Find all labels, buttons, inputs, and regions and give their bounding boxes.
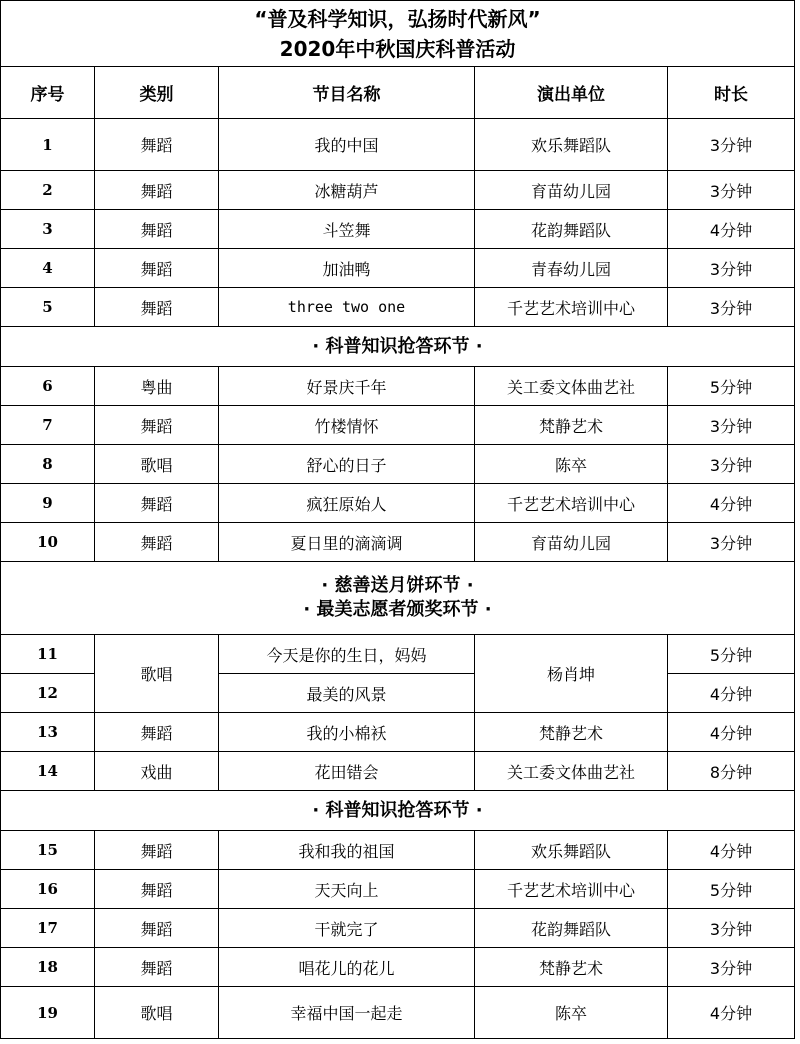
table-row: [1, 523, 795, 562]
row-name: 疯狂原始人: [219, 484, 475, 523]
row-unit: 梵静艺术: [475, 406, 668, 445]
row-duration: 4分钟: [668, 210, 795, 249]
row-name: 最美的风景: [219, 674, 475, 713]
row-type: 舞蹈: [95, 909, 219, 948]
row-duration: 3分钟: [668, 288, 795, 327]
row-unit: 杨肖坤: [475, 635, 668, 713]
row-duration: 4分钟: [668, 831, 795, 870]
row-no: 12: [1, 674, 95, 713]
row-name: 幸福中国一起走: [219, 987, 475, 1039]
row-name: 加油鸭: [219, 249, 475, 288]
row-name: 今天是你的生日，妈妈: [219, 635, 475, 674]
table-row: [1, 752, 795, 791]
row-no: 10: [1, 523, 95, 562]
section-quiz-1: · 科普知识抢答环节 ·: [1, 327, 795, 367]
section-row: [1, 327, 795, 367]
row-no: 16: [1, 870, 95, 909]
row-type: 舞蹈: [95, 484, 219, 523]
row-unit: 千艺艺术培训中心: [475, 484, 668, 523]
row-no: 1: [1, 119, 95, 171]
table-row: [1, 831, 795, 870]
row-duration: 4分钟: [668, 484, 795, 523]
title-row: [1, 1, 795, 67]
row-unit: 梵静艺术: [475, 948, 668, 987]
row-no: 13: [1, 713, 95, 752]
section-volunteer-award: · 最美志愿者颁奖环节 ·: [303, 599, 492, 620]
section-row: [1, 791, 795, 831]
row-unit: 关工委文体曲艺社: [475, 367, 668, 406]
table-row: [1, 987, 795, 1039]
row-name: 好景庆千年: [219, 367, 475, 406]
row-type: 舞蹈: [95, 249, 219, 288]
table-row: [1, 713, 795, 752]
row-no: 9: [1, 484, 95, 523]
row-name: 我的中国: [219, 119, 475, 171]
row-unit: 关工委文体曲艺社: [475, 752, 668, 791]
row-no: 4: [1, 249, 95, 288]
row-type: 舞蹈: [95, 523, 219, 562]
row-duration: 3分钟: [668, 406, 795, 445]
row-type: 舞蹈: [95, 119, 219, 171]
row-name: 花田错会: [219, 752, 475, 791]
row-no: 15: [1, 831, 95, 870]
row-duration: 5分钟: [668, 367, 795, 406]
row-unit: 陈卒: [475, 445, 668, 484]
row-type: 戏曲: [95, 752, 219, 791]
header-name: 节目名称: [219, 67, 475, 119]
row-unit: 青春幼儿园: [475, 249, 668, 288]
row-duration: 4分钟: [668, 713, 795, 752]
row-unit: 千艺艺术培训中心: [475, 870, 668, 909]
row-name: 冰糖葫芦: [219, 171, 475, 210]
table-row: [1, 948, 795, 987]
row-type: 舞蹈: [95, 948, 219, 987]
row-no: 19: [1, 987, 95, 1039]
row-no: 6: [1, 367, 95, 406]
row-unit: 梵静艺术: [475, 713, 668, 752]
row-type: 歌唱: [95, 445, 219, 484]
section-quiz-2: · 科普知识抢答环节 ·: [1, 791, 795, 831]
table-row: [1, 484, 795, 523]
row-no: 5: [1, 288, 95, 327]
row-duration: 3分钟: [668, 445, 795, 484]
row-name: 干就完了: [219, 909, 475, 948]
row-name: three two one: [219, 288, 475, 327]
page-title: [1, 1, 795, 67]
row-duration: 5分钟: [668, 635, 795, 674]
row-type: 舞蹈: [95, 870, 219, 909]
header-unit: 演出单位: [475, 67, 668, 119]
title-line-1: “普及科学知识，弘扬时代新风”: [254, 6, 541, 31]
row-no: 8: [1, 445, 95, 484]
row-no: 11: [1, 635, 95, 674]
row-type: 舞蹈: [95, 713, 219, 752]
row-name: 舒心的日子: [219, 445, 475, 484]
row-type: 粤曲: [95, 367, 219, 406]
row-name: 我的小棉袄: [219, 713, 475, 752]
table-row: [1, 870, 795, 909]
section-events: [1, 562, 795, 635]
row-duration: 5分钟: [668, 870, 795, 909]
row-type: 歌唱: [95, 635, 219, 713]
header-duration: 时长: [668, 67, 795, 119]
table-row: [1, 249, 795, 288]
row-unit: 育苗幼儿园: [475, 523, 668, 562]
row-no: 17: [1, 909, 95, 948]
table-row: [1, 406, 795, 445]
row-name: 唱花儿的花儿: [219, 948, 475, 987]
row-duration: 3分钟: [668, 948, 795, 987]
row-type: 舞蹈: [95, 210, 219, 249]
row-no: 2: [1, 171, 95, 210]
row-duration: 3分钟: [668, 523, 795, 562]
row-name: 我和我的祖国: [219, 831, 475, 870]
row-name: 夏日里的滴滴调: [219, 523, 475, 562]
row-no: 18: [1, 948, 95, 987]
row-duration: 8分钟: [668, 752, 795, 791]
section-mooncake: · 慈善送月饼环节 ·: [321, 575, 474, 596]
table-row: [1, 171, 795, 210]
row-unit: 花韵舞蹈队: [475, 909, 668, 948]
header-no: 序号: [1, 67, 95, 119]
row-unit: 育苗幼儿园: [475, 171, 668, 210]
row-unit: 欢乐舞蹈队: [475, 831, 668, 870]
row-name: 斗笠舞: [219, 210, 475, 249]
section-row: [1, 562, 795, 635]
row-unit: 陈卒: [475, 987, 668, 1039]
row-no: 14: [1, 752, 95, 791]
table-row: [1, 445, 795, 484]
row-duration: 3分钟: [668, 171, 795, 210]
title-line-2: 2020年中秋国庆科普活动: [279, 36, 516, 61]
row-type: 舞蹈: [95, 171, 219, 210]
row-duration: 3分钟: [668, 119, 795, 171]
table-row: [1, 635, 795, 674]
row-unit: 千艺艺术培训中心: [475, 288, 668, 327]
table-row: [1, 119, 795, 171]
row-type: 舞蹈: [95, 406, 219, 445]
table-row: [1, 210, 795, 249]
table-row: [1, 288, 795, 327]
row-unit: 花韵舞蹈队: [475, 210, 668, 249]
row-unit: 欢乐舞蹈队: [475, 119, 668, 171]
row-type: 舞蹈: [95, 288, 219, 327]
row-duration: 4分钟: [668, 674, 795, 713]
header-row: [1, 67, 795, 119]
row-name: 天天向上: [219, 870, 475, 909]
row-no: 3: [1, 210, 95, 249]
row-no: 7: [1, 406, 95, 445]
table-row: [1, 367, 795, 406]
row-duration: 3分钟: [668, 909, 795, 948]
row-duration: 4分钟: [668, 987, 795, 1039]
row-type: 歌唱: [95, 987, 219, 1039]
row-duration: 3分钟: [668, 249, 795, 288]
table-row: [1, 909, 795, 948]
row-name: 竹楼情怀: [219, 406, 475, 445]
row-type: 舞蹈: [95, 831, 219, 870]
header-type: 类别: [95, 67, 219, 119]
